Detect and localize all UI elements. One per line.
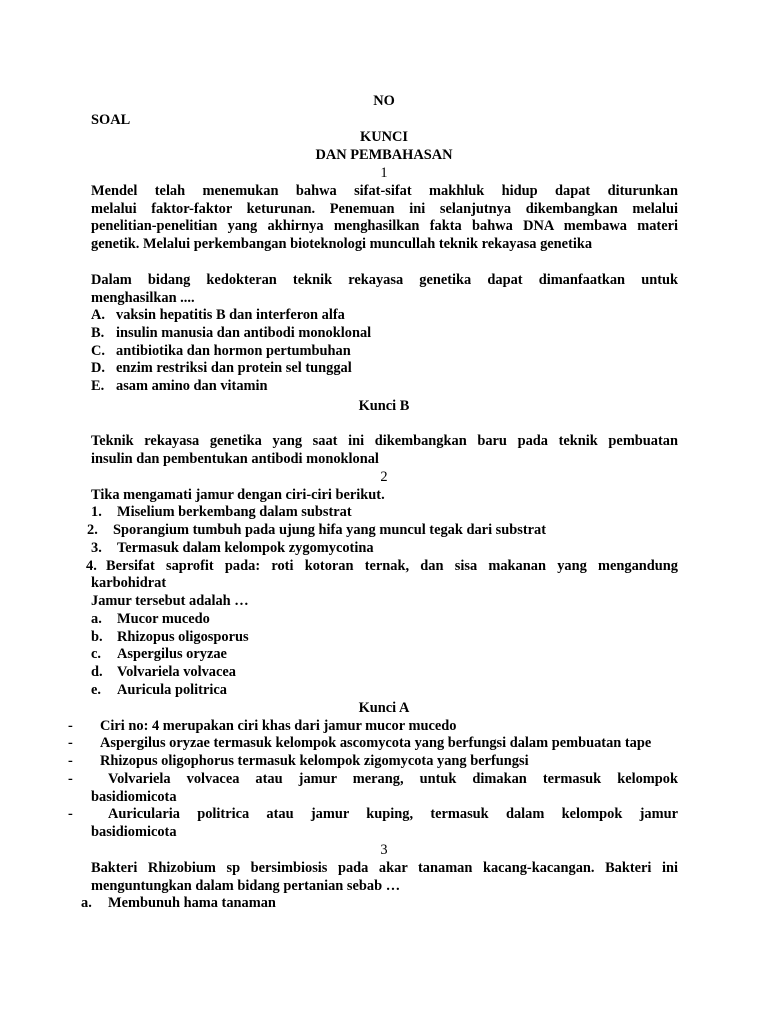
option-text: Mucor mucedo — [117, 611, 210, 627]
bullet-dash: - — [68, 735, 73, 751]
header-no: NO — [373, 93, 395, 109]
trait-text-continued: karbohidrat — [91, 575, 167, 591]
trait-text: Miselium berkembang dalam substrat — [117, 504, 352, 520]
bullet-dash: - — [68, 771, 73, 787]
header-dan-pembahasan: DAN PEMBAHASAN — [315, 147, 453, 163]
option-text: insulin manusia dan antibodi monoklonal — [116, 325, 372, 341]
passage-line: melalui faktor-faktor keturunan. Penemuan ini selanjutnya dikembangkan melalui — [91, 201, 678, 217]
question-text: menguntungkan dalam bidang pertanian sebab … — [91, 878, 401, 894]
bullet-dash: - — [68, 753, 73, 769]
bullet-dash: - — [68, 806, 73, 822]
option-text: Auricula politrica — [117, 682, 227, 698]
option-text: enzim restriksi dan protein sel tunggal — [116, 360, 352, 376]
explanation-text: Ciri no: 4 merupakan ciri khas dari jamur mucor mucedo — [100, 718, 457, 734]
option-label: a. — [91, 611, 102, 627]
option-label: c. — [91, 646, 101, 662]
option-label: b. — [91, 629, 103, 645]
explanation-text: Aspergilus oryzae termasuk kelompok ascomycota yang berfungsi dalam pembuatan tape — [100, 735, 652, 751]
option-label: e. — [91, 682, 101, 698]
header-soal: SOAL — [91, 112, 131, 128]
option-text: asam amino dan vitamin — [116, 378, 268, 394]
option-label: E. — [91, 378, 105, 394]
passage-line: penelitian-penelitian yang akhirnya menghasilkan fakta bahwa DNA membawa materi — [91, 218, 678, 234]
option-text: Membunuh hama tanaman — [108, 895, 276, 911]
option-label: a. — [81, 895, 92, 911]
question-number: 3 — [380, 842, 388, 858]
trait-text: Termasuk dalam kelompok zygomycotina — [117, 540, 374, 556]
option-text: Rhizopus oligosporus — [117, 629, 249, 645]
passage-line: genetik. Melalui perkembangan bioteknologi muncullah teknik rekayasa genetika — [91, 236, 593, 252]
question-text: Dalam bidang kedokteran teknik rekayasa genetika dapat dimanfaatkan untuk — [91, 272, 678, 288]
question-number: 1 — [380, 165, 388, 181]
option-label: B. — [91, 325, 105, 341]
option-text: Volvariela volvacea — [117, 664, 236, 680]
question-text: Bakteri Rhizobium sp bersimbiosis pada akar tanaman kacang-kacangan. Bakteri ini — [91, 860, 678, 876]
answer-key: Kunci B — [358, 398, 410, 414]
explanation-text: Rhizopus oligophorus termasuk kelompok zigomycota yang berfungsi — [100, 753, 529, 769]
explanation-text-continued: basidiomicota — [91, 789, 177, 805]
trait-label: 2. — [87, 522, 98, 538]
option-label: d. — [91, 664, 103, 680]
explanation-text: Auricularia politrica atau jamur kuping, termasuk dalam kelompok jamur — [108, 806, 678, 822]
option-text: vaksin hepatitis B dan interferon alfa — [116, 307, 345, 323]
option-label: D. — [91, 360, 105, 376]
explanation-text-continued: basidiomicota — [91, 824, 177, 840]
option-text: Aspergilus oryzae — [117, 646, 227, 662]
question-intro: Tika mengamati jamur dengan ciri-ciri berikut. — [91, 487, 385, 503]
explanation-text: Teknik rekayasa genetika yang saat ini dikembangkan baru pada teknik pembuatan — [91, 433, 678, 449]
question-text: menghasilkan .... — [91, 290, 195, 306]
question-number: 2 — [380, 469, 388, 485]
option-label: C. — [91, 343, 105, 359]
explanation-text: insulin dan pembentukan antibodi monoklonal — [91, 451, 379, 467]
answer-key: Kunci A — [358, 700, 410, 716]
question-text: Jamur tersebut adalah … — [91, 593, 249, 609]
option-text: antibiotika dan hormon pertumbuhan — [116, 343, 351, 359]
trait-label: 1. — [91, 504, 102, 520]
trait-text: Sporangium tumbuh pada ujung hifa yang muncul tegak dari substrat — [113, 522, 547, 538]
trait-text: Bersifat saprofit pada: roti kotoran ternak, dan sisa makanan yang mengandung — [106, 558, 678, 574]
header-kunci: KUNCI — [360, 129, 408, 145]
trait-label: 3. — [91, 540, 102, 556]
option-label: A. — [91, 307, 105, 323]
passage-line: Mendel telah menemukan bahwa sifat-sifat makhluk hidup dapat diturunkan — [91, 183, 678, 199]
explanation-text: Volvariela volvacea atau jamur merang, untuk dimakan termasuk kelompok — [108, 771, 678, 787]
bullet-dash: - — [68, 718, 73, 734]
trait-label: 4. — [86, 558, 97, 574]
